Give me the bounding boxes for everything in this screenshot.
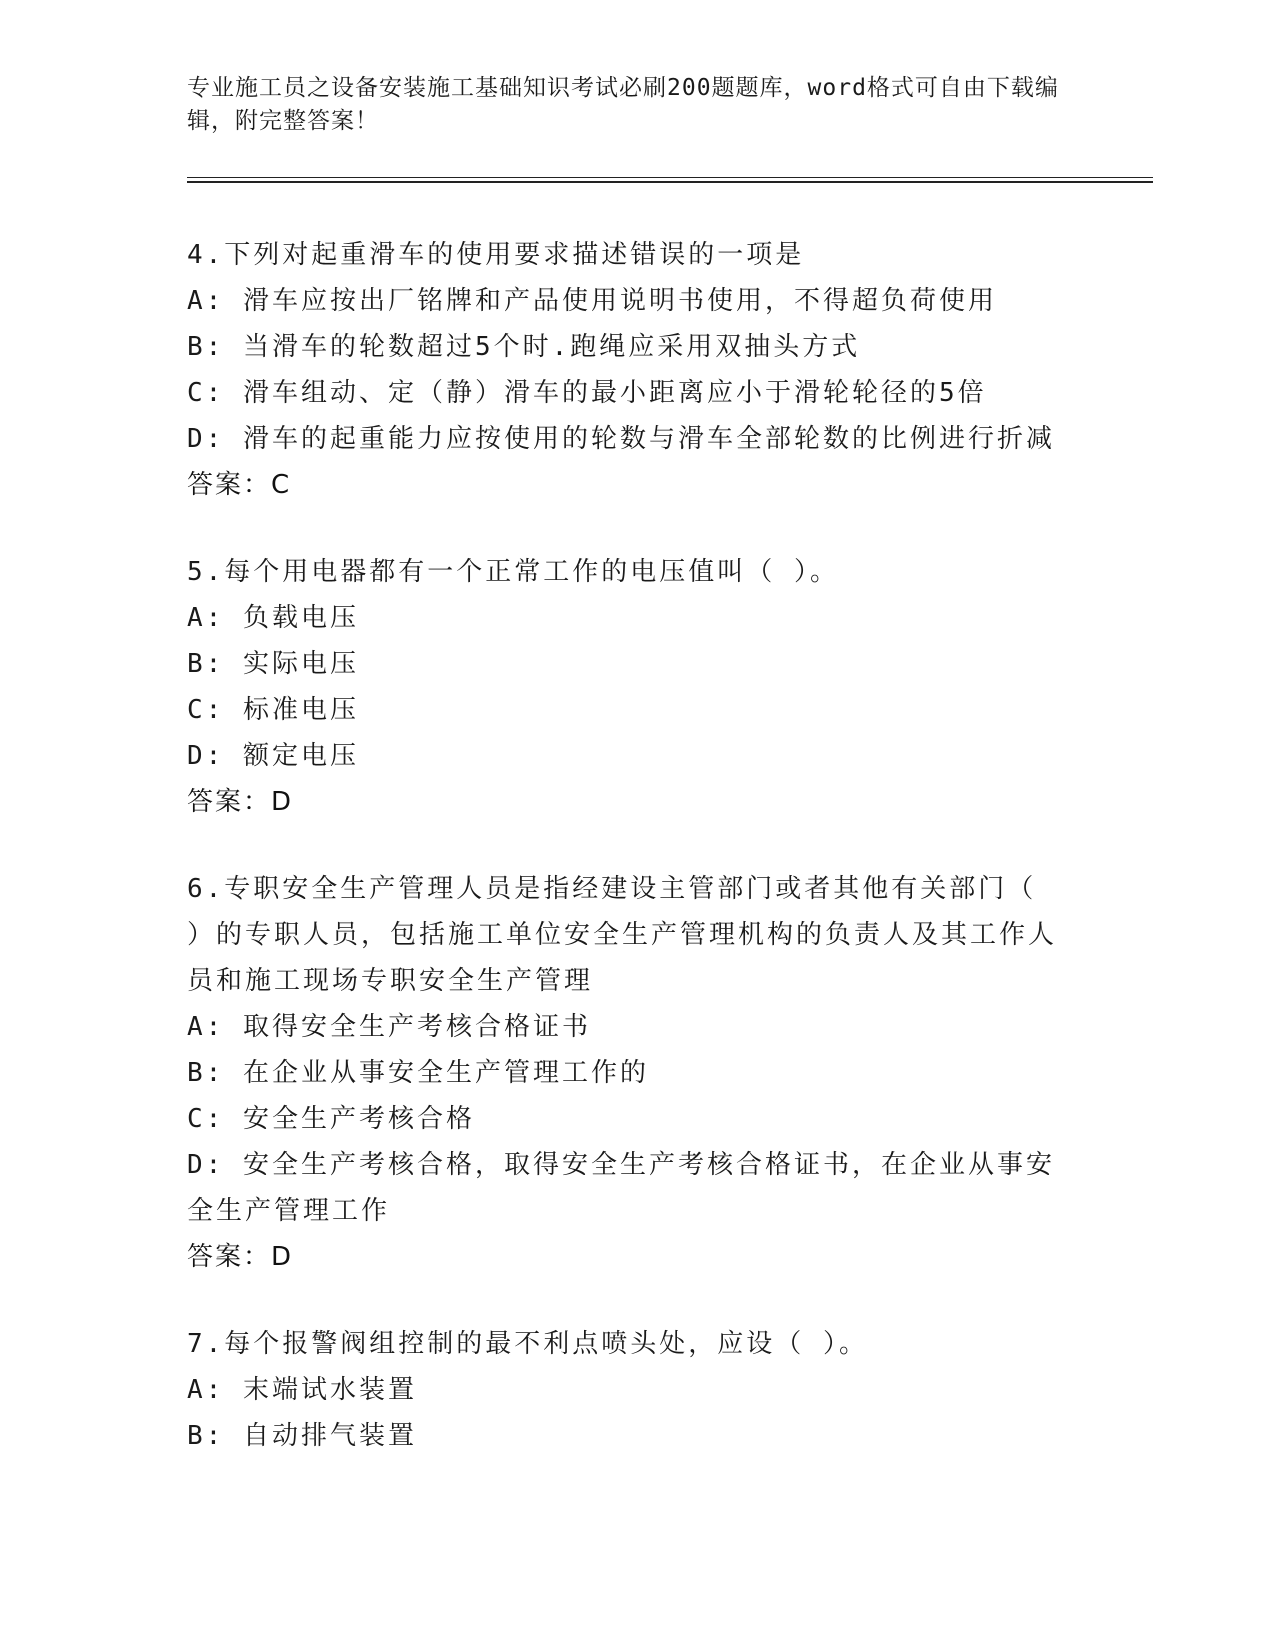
question-list bbox=[187, 232, 1087, 1500]
option-d: D: 滑车的起重能力应按使用的轮数与滑车全部轮数的比例进行折减 bbox=[187, 424, 1055, 454]
option-c: C: 滑车组动、定（静）滑车的最小距离应小于滑轮轮径的5倍 bbox=[187, 378, 987, 408]
option-d: D: 安全生产考核合格，取得安全生产考核合格证书，在企业从事安全生产管理工作 bbox=[187, 1150, 1055, 1226]
question-stem: 6.专职安全生产管理人员是指经建设主管部门或者其他有关部门（ ）的专职人员，包括施工单位安全生产管理机构的负责人及其工作人员和施工现场专职安全生产管理 bbox=[187, 874, 1058, 996]
option-d: D: 额定电压 bbox=[187, 741, 359, 771]
option-b: B: 在企业从事安全生产管理工作的 bbox=[187, 1058, 649, 1088]
option-b: B: 自动排气装置 bbox=[187, 1421, 417, 1451]
header-divider-top bbox=[187, 177, 1153, 178]
question-stem: 7.每个报警阀组控制的最不利点喷头处，应设（ ）。 bbox=[187, 1329, 868, 1359]
option-a: A: 滑车应按出厂铭牌和产品使用说明书使用，不得超负荷使用 bbox=[187, 286, 997, 316]
question-4 bbox=[187, 232, 1087, 508]
document-header: 专业施工员之设备安装施工基础知识考试必刷200题题库，word格式可自由下载编辑，附完整答案！ bbox=[187, 75, 1059, 134]
question-stem: 5.每个用电器都有一个正常工作的电压值叫（ ）。 bbox=[187, 557, 839, 587]
option-a: A: 末端试水装置 bbox=[187, 1375, 417, 1405]
answer: 答案：D bbox=[187, 1242, 294, 1272]
option-b: B: 当滑车的轮数超过5个时.跑绳应采用双抽头方式 bbox=[187, 332, 861, 362]
question-7 bbox=[187, 1321, 1087, 1459]
question-6 bbox=[187, 866, 1087, 1280]
header-divider-bottom bbox=[187, 181, 1153, 183]
option-a: A: 取得安全生产考核合格证书 bbox=[187, 1012, 591, 1042]
answer: 答案：D bbox=[187, 787, 294, 817]
option-a: A: 负载电压 bbox=[187, 603, 359, 633]
question-5 bbox=[187, 549, 1087, 825]
option-c: C: 安全生产考核合格 bbox=[187, 1104, 475, 1134]
answer: 答案：C bbox=[187, 470, 292, 500]
question-stem: 4.下列对起重滑车的使用要求描述错误的一项是 bbox=[187, 240, 805, 270]
option-c: C: 标准电压 bbox=[187, 695, 359, 725]
option-b: B: 实际电压 bbox=[187, 649, 359, 679]
